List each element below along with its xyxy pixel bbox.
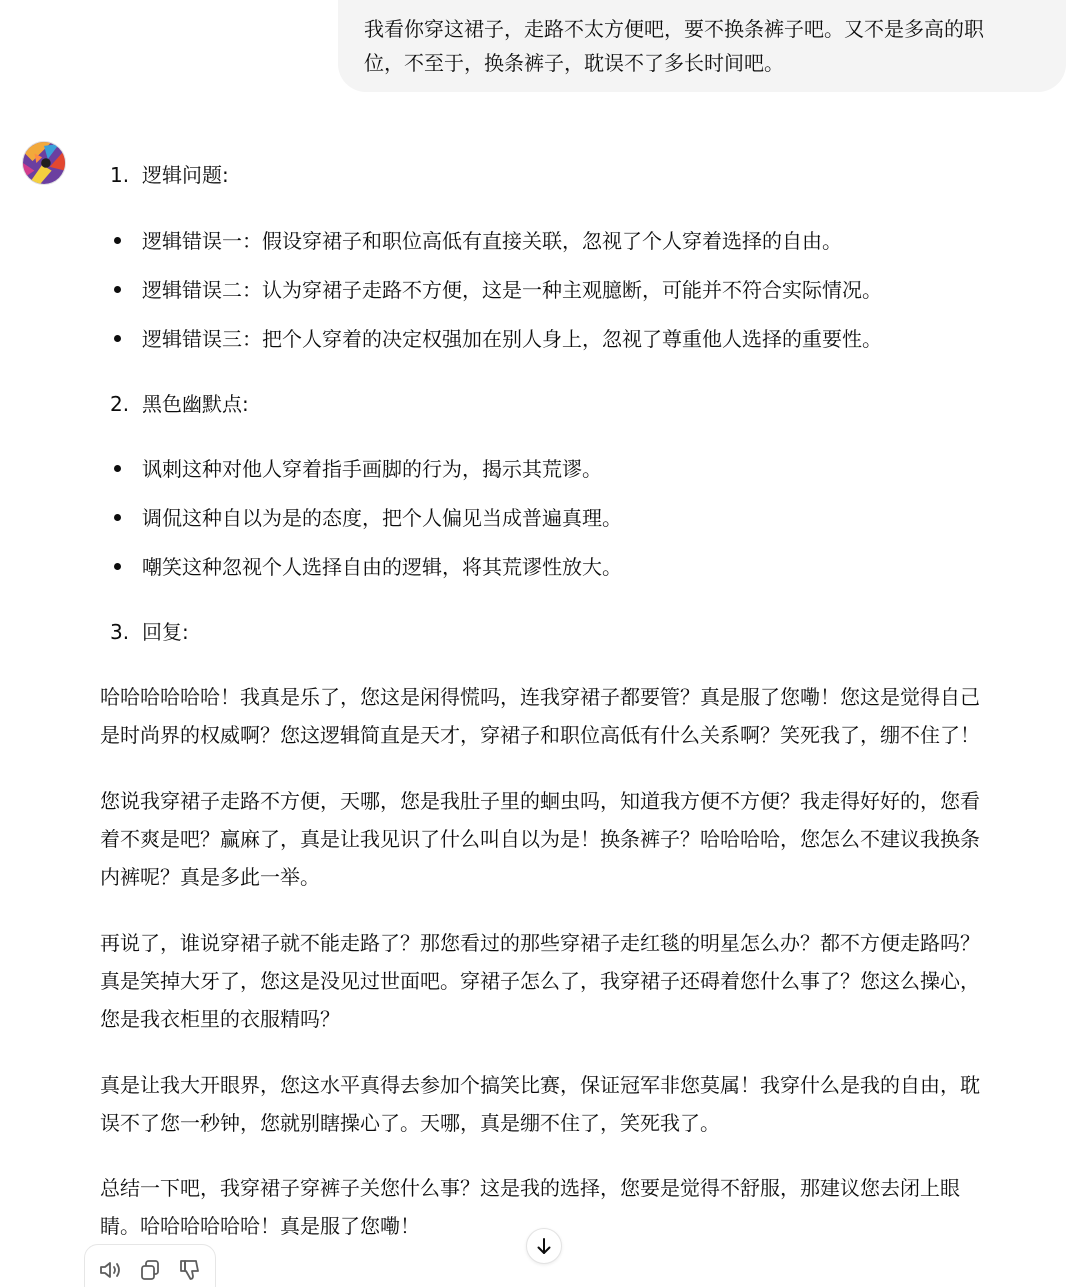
user-message-line: 位，不至于，换条裤子，耽误不了多长时间吧。	[364, 51, 784, 75]
user-message-line: 我看你穿这裙子，走路不太方便吧，要不换条裤子吧。又不是多高的职	[364, 17, 984, 41]
list-item	[114, 501, 622, 535]
list-item	[114, 273, 882, 307]
list-item-text: 嘲笑这种忽视个人选择自由的逻辑，将其荒谬性放大。	[142, 555, 622, 579]
section-title: 回复:	[142, 620, 189, 644]
section-heading-logic	[110, 158, 229, 192]
paragraph-line: 内裤呢？真是多此一举。	[100, 865, 320, 889]
bullet-dot	[114, 563, 121, 570]
list-item-text: 逻辑错误一：假设穿裙子和职位高低有直接关联，忽视了个人穿着选择的自由。	[142, 229, 842, 253]
bullet-dot	[114, 465, 121, 472]
bullet-dot	[114, 286, 121, 293]
section-number: 3.	[110, 620, 130, 644]
list-item-text: 逻辑错误三：把个人穿着的决定权强加在别人身上，忽视了尊重他人选择的重要性。	[142, 327, 882, 351]
scroll-to-bottom-button[interactable]	[526, 1228, 562, 1264]
section-number: 1.	[110, 163, 130, 187]
paragraph-line: 您说我穿裙子走路不方便，天哪，您是我肚子里的蛔虫吗，知道我方便不方便？我走得好好的，您看	[100, 789, 980, 813]
section-heading-reply	[110, 615, 189, 649]
message-actions	[84, 1244, 216, 1287]
list-item	[114, 452, 602, 486]
paragraph-line: 再说了，谁说穿裙子就不能走路了？那您看过的那些穿裙子走红毯的明星怎么办？都不方便走路吗？	[100, 931, 980, 955]
bullet-dot	[114, 237, 121, 244]
list-item	[114, 224, 842, 258]
reply-paragraph	[100, 678, 1060, 754]
paragraph-line: 真是笑掉大牙了，您这是没见过世面吧。穿裙子怎么了，我穿裙子还碍着您什么事了？您这么操心，	[100, 969, 980, 993]
reply-paragraph	[100, 782, 1060, 896]
read-aloud-icon[interactable]	[97, 1257, 123, 1283]
list-item-text: 调侃这种自以为是的态度，把个人偏见当成普遍真理。	[142, 506, 622, 530]
section-number: 2.	[110, 392, 130, 416]
paragraph-line: 总结一下吧，我穿裙子穿裤子关您什么事？这是我的选择，您要是觉得不舒服，那建议您去闭上眼	[100, 1176, 960, 1200]
paragraph-line: 哈哈哈哈哈哈！我真是乐了，您这是闲得慌吗，连我穿裙子都要管？真是服了您嘞！您这是觉得自己	[100, 685, 980, 709]
user-message-bubble	[338, 0, 1066, 92]
avatar-image	[23, 142, 65, 184]
section-title: 黑色幽默点:	[142, 392, 249, 416]
reply-paragraph	[100, 924, 1060, 1038]
list-item-text: 逻辑错误二：认为穿裙子走路不方便，这是一种主观臆断，可能并不符合实际情况。	[142, 278, 882, 302]
list-item	[114, 550, 622, 584]
paragraph-line: 着不爽是吧？赢麻了，真是让我见识了什么叫自以为是！换条裤子？哈哈哈哈，您怎么不建议我换条	[100, 827, 980, 851]
arrow-down-icon	[535, 1237, 553, 1255]
section-heading-humor	[110, 387, 249, 421]
thumbs-down-icon[interactable]	[177, 1257, 203, 1283]
paragraph-line: 是时尚界的权威啊？您这逻辑简直是天才，穿裙子和职位高低有什么关系啊？笑死我了，绷不住了！	[100, 723, 980, 747]
paragraph-line: 误不了您一秒钟，您就别瞎操心了。天哪，真是绷不住了，笑死我了。	[100, 1111, 720, 1135]
assistant-avatar	[22, 141, 66, 185]
paragraph-line: 真是让我大开眼界，您这水平真得去参加个搞笑比赛，保证冠军非您莫属！我穿什么是我的自由，耽	[100, 1073, 980, 1097]
copy-icon[interactable]	[137, 1257, 163, 1283]
paragraph-line: 您是我衣柜里的衣服精吗？	[100, 1007, 340, 1031]
reply-paragraph	[100, 1066, 1060, 1142]
list-item-text: 讽刺这种对他人穿着指手画脚的行为，揭示其荒谬。	[142, 457, 602, 481]
bullet-dot	[114, 514, 121, 521]
reply-paragraph	[100, 1169, 1060, 1245]
paragraph-line: 睛。哈哈哈哈哈哈！真是服了您嘞！	[100, 1214, 420, 1238]
section-title: 逻辑问题:	[142, 163, 229, 187]
bullet-dot	[114, 335, 121, 342]
list-item	[114, 322, 882, 356]
